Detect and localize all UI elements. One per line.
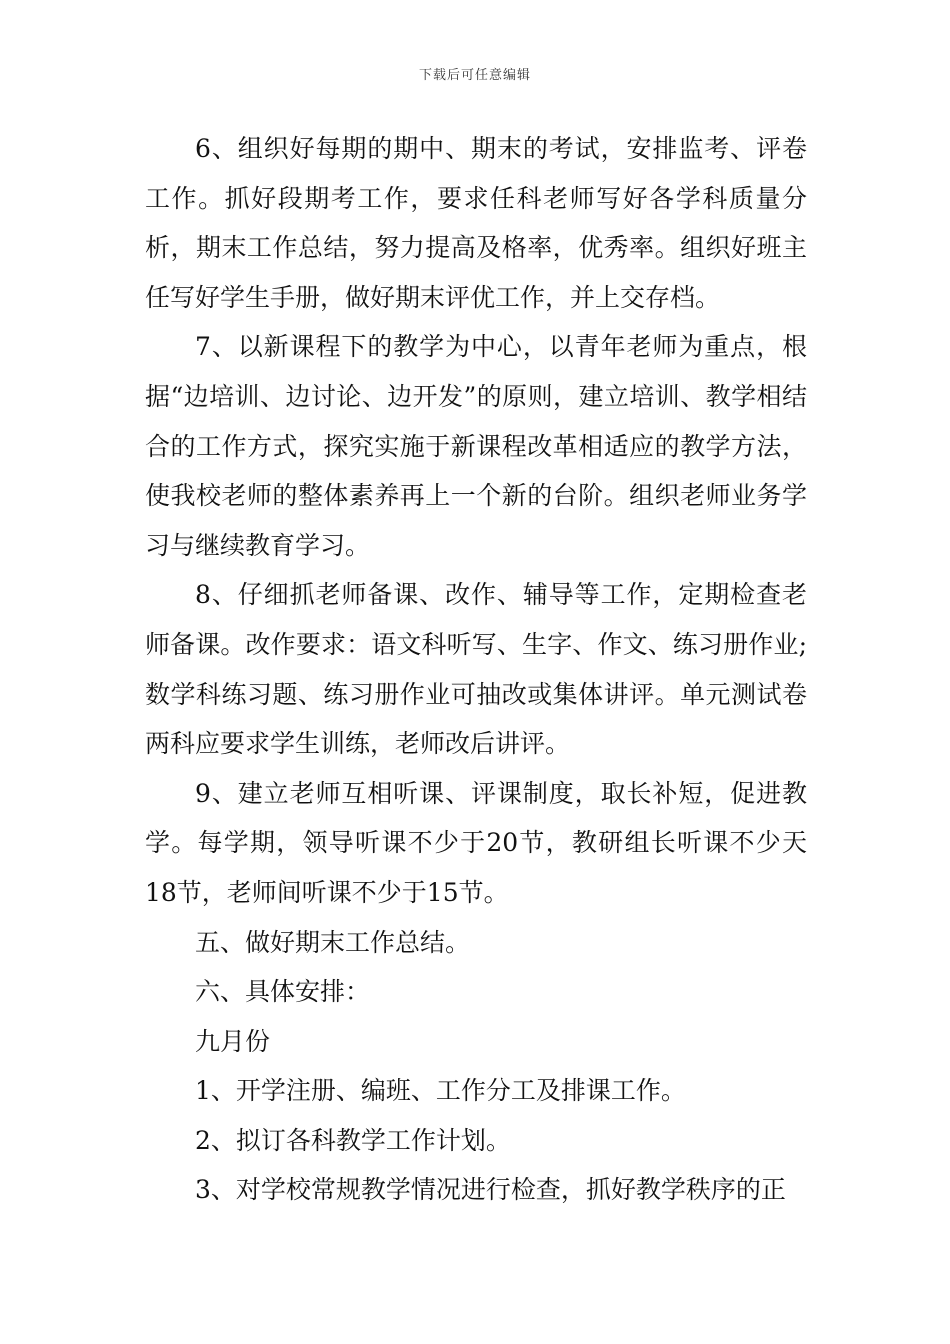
section-heading-six: 六、具体安排： <box>195 977 371 1007</box>
september-item-2: 2、拟订各科教学工作计划。 <box>195 1125 511 1155</box>
month-heading-september: 九月份 <box>195 1026 271 1056</box>
paragraph-item-8: 8、仔细抓老师备课、改作、辅导等工作，定期检查老师备课。改作要求：语文科听写、生字、作文、练习册作业;数学科练习题、练习册作业可抽改或集体讲评。单元测试卷两科应要求学生训练，老师改后讲评。 <box>145 580 807 759</box>
section-heading-five: 五、做好期末工作总结。 <box>195 927 471 957</box>
paragraph-item-9: 9、建立老师互相听课、评课制度，取长补短，促进教学。每学期，领导听课不少于20节，教研组长听课不少天18节，老师间听课不少于15节。 <box>145 778 807 907</box>
september-item-3: 3、对学校常规教学情况进行检查，抓好教学秩序的正 <box>195 1175 786 1205</box>
september-item-1: 1、开学注册、编班、工作分工及排课工作。 <box>195 1076 686 1106</box>
paragraph-item-6: 6、组织好每期的期中、期末的考试，安排监考、评卷工作。抓好段期考工作，要求任科老师写好各学科质量分析，期末工作总结，努力提高及格率，优秀率。组织好班主任写好学生手册，做好期末评优工作，并上交存档。 <box>145 134 807 312</box>
document-body <box>145 124 807 1215</box>
paragraph-item-7: 7、以新课程下的教学为中心，以青年老师为重点，根据“边培训、边讨论、边开发”的原则，建立培训、教学相结合的工作方式，探究实施于新课程改革相适应的教学方法，使我校老师的整体素养再上一个新的台阶。组织老师业务学习与继续教育学习。 <box>145 332 807 560</box>
page-header: 下载后可任意编辑 <box>418 68 531 83</box>
